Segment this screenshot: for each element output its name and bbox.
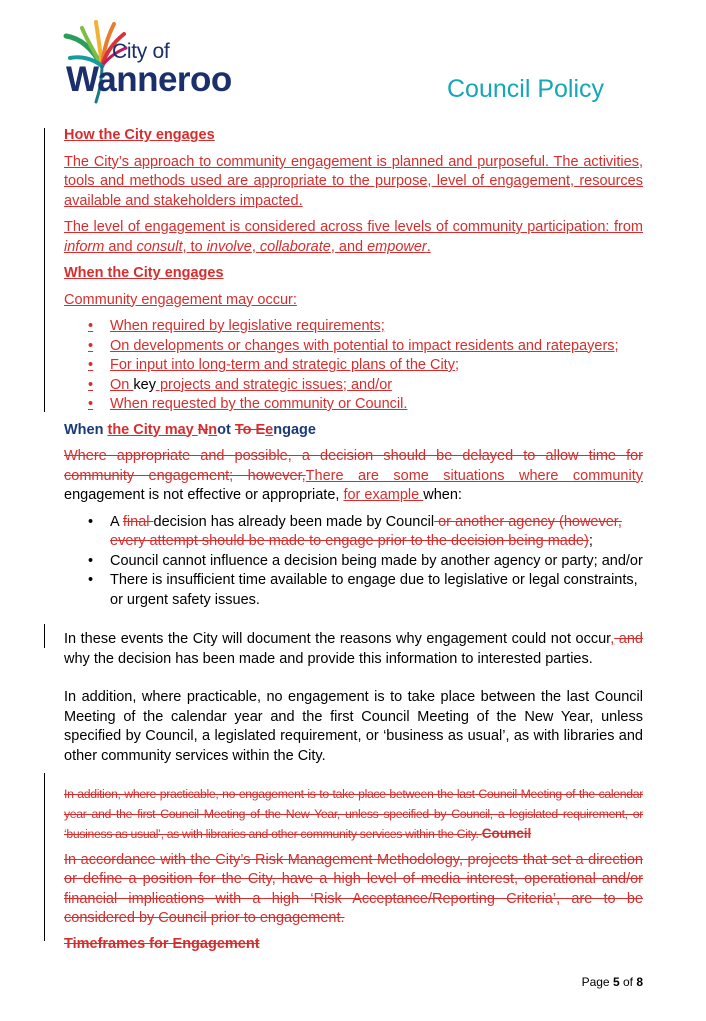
paragraph-approach: The City’s approach to community engagement is planned and purposeful. The activities, tools and methods used are appropriate to the purpose, level of engagement, resources available and stakeholders impacted. [64, 153, 643, 209]
list-not-engage [64, 513, 643, 611]
deleted-heading-timeframes: Timeframes for Engagement [64, 935, 260, 952]
paragraph-no-engagement-period: In addition, where practicable, no engagement is to take place between the last Council Meeting of the calendar year and the first Council Meeting of the New Year, unless specified by Council, a legislated requirement, or ‘business as usual’, as with libraries and other community services within the City. [64, 689, 643, 764]
heading-when-city-engages: When the City engages [64, 265, 224, 281]
change-bar [44, 624, 45, 648]
change-bar [44, 128, 45, 412]
deleted-paragraph-no-engagement: In addition, where practicable, no engagement is to take place between the last Council Meeting of the calendar year and the first Council Meeting of the New Year, unless specified by Council, a legislated requirement, or ‘business as usual’, as with libraries and other community services within the City. Council [64, 787, 643, 841]
paragraph-document-reasons: In these events the City will document the reasons why engagement could not occur, and why the decision has been made and provide this information to interested parties. [64, 631, 643, 667]
paragraph-levels: The level of engagement is considered across five levels of community participation: from inform and consult, to involve, collaborate, and empower. [64, 219, 643, 255]
heading-when-not-engage: When the City may Nnot To Eengage [64, 421, 316, 438]
list-item: • Council cannot influence a decision being made by another agency or party; and/or [88, 552, 643, 569]
list-item: • When required by legislative requirements; [88, 318, 385, 334]
page-number: Page 5 of 8 [581, 975, 643, 989]
list-item: • A final decision has already been made by Council or another agency (however, every attempt should be made to engage prior to the decision being made); [88, 513, 622, 549]
list-item: • On key projects and strategic issues; and/or [88, 376, 393, 393]
logo-text-wanneroo: Wanneroo [66, 60, 232, 99]
list-item: • For input into long-term and strategic plans of the City; [88, 357, 459, 373]
list-when-engages [64, 317, 643, 415]
paragraph-not-effective: Where appropriate and possible, a decision should be delayed to allow time for community engagement; however,There are some situations where community engagement is not effective or appropriate, for example when: [64, 448, 643, 503]
deleted-paragraph-risk-management: In accordance with the City’s Risk Management Methodology, projects that set a direction or define a position for the City, have a high level of media interest, operational and/or financial implications with a high ‘Risk Acceptance/Reporting Criteria’, are to be considered by Council prior to engagement. [64, 851, 643, 926]
list-item: • When requested by the community or Council. [88, 396, 408, 412]
policy-content [64, 126, 643, 954]
change-bar [44, 773, 45, 941]
logo-text-city-of: City of [112, 40, 170, 63]
list-item: • There is insufficient time available to engage due to legislative or legal constraints, or urgent safety issues. [88, 572, 638, 608]
heading-how-city-engages: How the City engages [64, 127, 215, 143]
paragraph-engagement-may-occur: Community engagement may occur: [64, 291, 297, 308]
list-item: • On developments or changes with potential to impact residents and ratepayers; [88, 337, 619, 354]
document-type-title: Council Policy [447, 75, 605, 103]
